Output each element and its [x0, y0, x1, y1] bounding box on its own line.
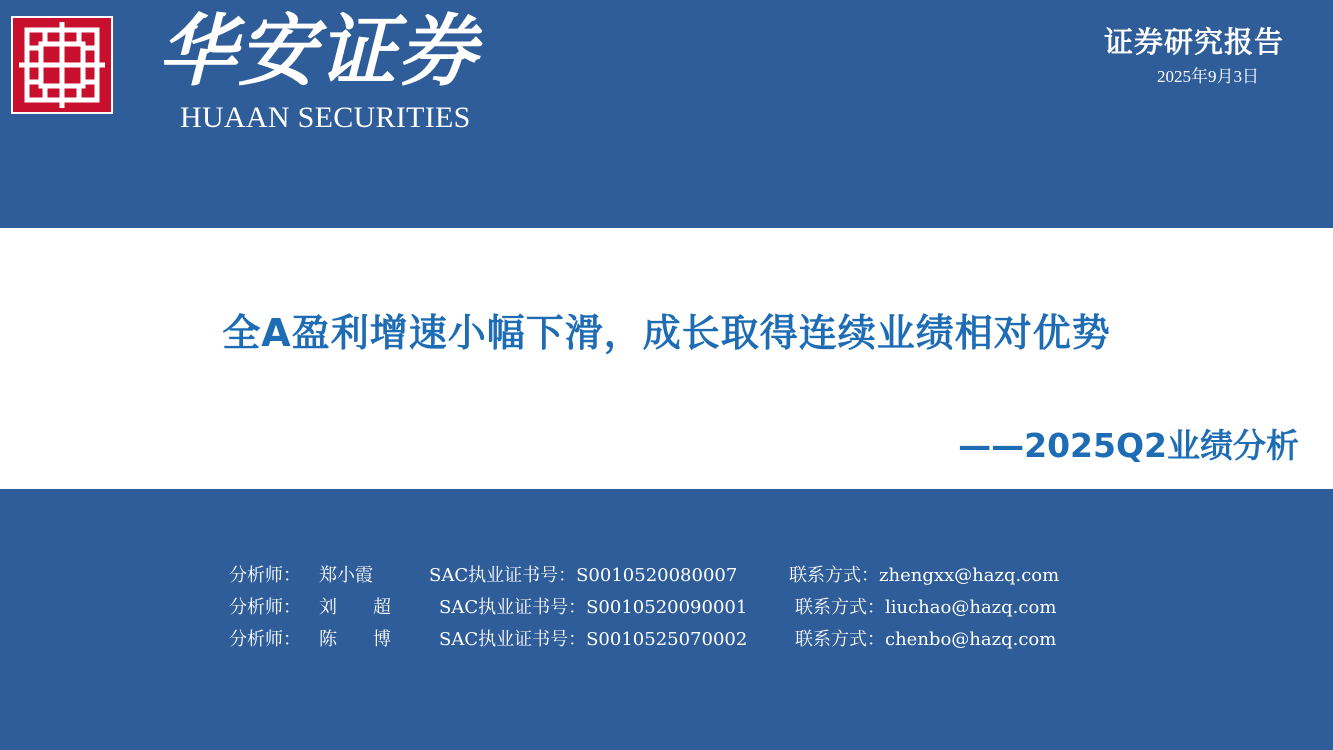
header-band: [0, 0, 1333, 228]
huaan-logo-icon: [11, 16, 113, 114]
analyst-name: 郑小霞: [319, 565, 373, 586]
analyst-cert: SAC执业证书号：S0010520090001: [439, 597, 748, 618]
report-date: 2025年9月3日: [1157, 67, 1259, 86]
analyst-role: 分析师：: [229, 629, 301, 650]
analyst-name: 刘 超: [319, 597, 391, 618]
logo-english-name: HUAAN SECURITIES: [180, 101, 471, 134]
analyst-cert: SAC执业证书号：S0010520080007: [429, 565, 738, 586]
page-subtitle: ——2025Q2业绩分析: [958, 426, 1299, 465]
analyst-role: 分析师：: [229, 565, 301, 586]
page-title: 全A盈利增速小幅下滑，成长取得连续业绩相对优势: [222, 311, 1111, 355]
logo-chinese-name: 华安证券: [158, 6, 479, 97]
analyst-role: 分析师：: [229, 597, 301, 618]
analyst-cert: SAC执业证书号：S0010525070002: [439, 629, 748, 650]
title-band: [0, 228, 1333, 489]
report-type: 证券研究报告: [1103, 25, 1284, 59]
analyst-contact[interactable]: 联系方式：chenbo@hazq.com: [795, 629, 1057, 650]
analyst-contact[interactable]: 联系方式：liuchao@hazq.com: [795, 597, 1057, 618]
analyst-contact[interactable]: 联系方式：zhengxx@hazq.com: [789, 565, 1060, 586]
analyst-name: 陈 博: [319, 629, 391, 650]
